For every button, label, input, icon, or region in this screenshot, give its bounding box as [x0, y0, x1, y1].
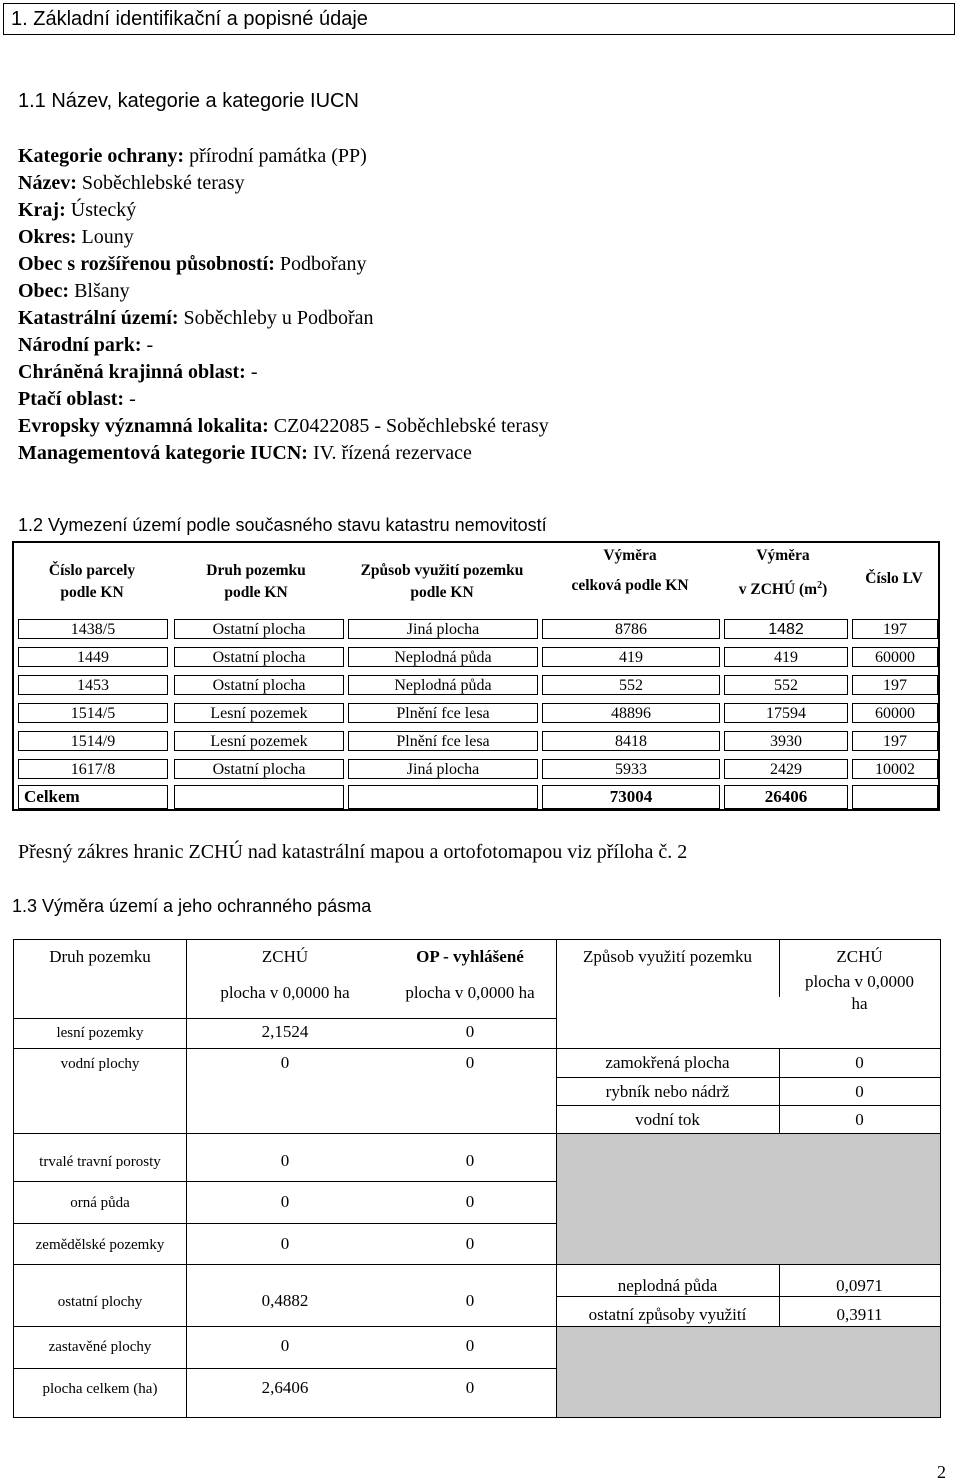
total-zchu: 26406 — [764, 787, 808, 806]
table-cell: Ostatní plocha — [174, 759, 344, 779]
table-cell: 1449 — [18, 647, 168, 667]
info-obec: Obec: Blšany — [18, 280, 130, 302]
table-cell: Ostatní plocha — [174, 619, 344, 639]
info-chko: Chráněná krajinná oblast: - — [18, 361, 258, 383]
info-iucn: Managementová kategorie IUCN: IV. řízená rezervace — [18, 442, 472, 464]
info-kategorie: Kategorie ochrany: přírodní památka (PP) — [18, 145, 367, 167]
table-cell: 8786 — [542, 619, 720, 639]
info-katastralni-uzemi: Katastrální území: Soběchleby u Podbořan — [18, 307, 374, 329]
table-cell: Neplodná půda — [348, 647, 538, 667]
row-zchu: 0 — [280, 1336, 290, 1355]
table-cell: 1514/9 — [18, 731, 168, 751]
row-zchu: 2,6406 — [261, 1378, 309, 1397]
row-zpusob-val: 0 — [855, 1053, 864, 1072]
row-op: 0 — [465, 1053, 475, 1072]
row-op: 0 — [465, 1234, 475, 1253]
row-op: 0 — [465, 1378, 475, 1397]
subsection-title-1-3: 1.3 Výměra území a jeho ochranného pásma — [12, 896, 372, 916]
gray-fill — [556, 1134, 940, 1264]
subsection-title-1-1: 1.1 Název, kategorie a kategorie IUCN — [18, 90, 359, 112]
row-zchu: 2,1524 — [261, 1022, 309, 1041]
section-title: 1. Základní identifikační a popisné údaje — [3, 3, 955, 35]
row-zpusob: rybník nebo nádrž — [605, 1082, 730, 1101]
row-druh: orná půda — [70, 1195, 130, 1211]
page-number: 2 — [937, 1462, 946, 1482]
divider — [556, 1077, 940, 1078]
header-zpusob: Způsob využití pozemku podle KN — [360, 562, 524, 601]
divider — [940, 940, 941, 1418]
info-narodni-park: Národní park: - — [18, 334, 154, 356]
table-cell: 552 — [542, 675, 720, 695]
note-text: Přesný zákres hranic ZCHÚ nad katastrální mapou a ortofotomapou viz příloha č. 2 — [18, 841, 688, 863]
table-cell: 1453 — [18, 675, 168, 695]
header-op: OP - vyhlášené — [416, 947, 524, 966]
table-cell: 10002 — [852, 759, 938, 779]
row-druh: lesní pozemky — [56, 1025, 144, 1041]
area-table — [13, 939, 941, 1418]
header-druh-pozemku: Druh pozemku — [49, 947, 151, 966]
row-op: 0 — [465, 1022, 475, 1041]
row-zchu: 0 — [280, 1234, 290, 1253]
row-op: 0 — [465, 1291, 475, 1310]
divider — [556, 1105, 940, 1106]
table-cell: 3930 — [724, 731, 848, 751]
table-cell: 17594 — [724, 703, 848, 723]
header-zchu-right-sub: ha — [851, 994, 868, 1013]
table-cell: Neplodná půda — [348, 675, 538, 695]
row-zpusob-val: 0 — [855, 1082, 864, 1101]
table-cell: 1617/8 — [18, 759, 168, 779]
row-druh: plocha celkem (ha) — [42, 1381, 158, 1397]
cadastre-table — [12, 541, 940, 811]
row-zpusob: vodní tok — [635, 1110, 700, 1129]
row-zpusob-val: 0,0971 — [836, 1276, 883, 1295]
header-zchu-right: ZCHÚ — [836, 947, 883, 966]
row-op: 0 — [465, 1151, 475, 1170]
header-zchu: ZCHÚ — [261, 947, 309, 966]
row-zpusob-val: 0,3911 — [836, 1305, 883, 1324]
table-cell: 197 — [852, 731, 938, 751]
table-cell: 60000 — [852, 647, 938, 667]
header-vymera: Výměra celková podle KN — [571, 547, 689, 594]
divider — [14, 1368, 556, 1369]
row-zchu: 0,4882 — [261, 1291, 309, 1310]
row-druh: trvalé travní porosty — [39, 1154, 161, 1170]
header-op-sub: plocha v 0,0000 ha — [405, 983, 535, 1002]
divider — [14, 1018, 556, 1019]
divider — [14, 1326, 940, 1327]
row-druh: zastavěné plochy — [48, 1339, 152, 1355]
total-vymera: 73004 — [609, 787, 653, 806]
row-druh: vodní plochy — [60, 1056, 140, 1072]
table-cell: 48896 — [542, 703, 720, 723]
row-zpusob-val: 0 — [855, 1110, 864, 1129]
table-cell: 197 — [852, 675, 938, 695]
divider — [14, 1181, 556, 1182]
row-zpusob: neplodná půda — [617, 1276, 718, 1295]
row-zchu: 0 — [280, 1151, 290, 1170]
row-zchu: 0 — [280, 1192, 290, 1211]
divider — [14, 1264, 940, 1265]
divider — [14, 1133, 940, 1134]
header-vymera-zchu: Výměra v ZCHÚ $(m^2)$ — [738, 547, 828, 599]
row-druh: ostatní plochy — [57, 1294, 143, 1310]
table-cell: Plnění fce lesa — [348, 703, 538, 723]
table-cell: 5933 — [542, 759, 720, 779]
table-cell: 1438/5 — [18, 619, 168, 639]
divider — [14, 1223, 556, 1224]
table-cell: Plnění fce lesa — [348, 731, 538, 751]
table-cell: 552 — [724, 675, 848, 695]
header-lv: Číslo LV — [865, 570, 923, 587]
table-cell: 2429 — [724, 759, 848, 779]
table-cell: 8418 — [542, 731, 720, 751]
row-druh: zemědělské pozemky — [35, 1237, 165, 1253]
table-cell: Ostatní plocha — [174, 675, 344, 695]
table-cell: 1482 — [724, 619, 848, 639]
info-nazev: Název: Soběchlebské terasy — [18, 172, 245, 194]
table-cell: 1514/5 — [18, 703, 168, 723]
table-cell: 419 — [724, 647, 848, 667]
divider — [14, 1048, 940, 1049]
gray-fill — [556, 1326, 940, 1417]
empty-cell — [852, 785, 938, 809]
table-cell: 419 — [542, 647, 720, 667]
row-zchu: 0 — [280, 1053, 290, 1072]
header-parcel: Číslo parcely podle KN — [48, 562, 136, 601]
total-label: Celkem — [24, 787, 80, 806]
empty-cell — [348, 785, 538, 809]
table-cell: 197 — [852, 619, 938, 639]
table-cell: Ostatní plocha — [174, 647, 344, 667]
row-zpusob: zamokřená plocha — [605, 1053, 730, 1072]
info-okres: Okres: Louny — [18, 226, 134, 248]
header-zchu-sub: plocha v 0,0000 ha — [220, 983, 350, 1002]
row-op: 0 — [465, 1192, 475, 1211]
info-ptaci-oblast: Ptačí oblast: - — [18, 388, 136, 410]
row-zpusob: ostatní způsoby využití — [588, 1305, 747, 1324]
row-op: 0 — [465, 1336, 475, 1355]
header-druh: Druh pozemku podle KN — [206, 562, 306, 601]
empty-cell — [174, 785, 344, 809]
divider — [556, 940, 557, 1418]
table-cell: Jiná plocha — [348, 759, 538, 779]
info-evl: Evropsky významná lokalita: CZ0422085 - Soběchlebské terasy — [18, 415, 549, 437]
table-cell: 60000 — [852, 703, 938, 723]
table-cell: Jiná plocha — [348, 619, 538, 639]
info-kraj: Kraj: Ústecký — [18, 199, 137, 221]
info-orp: Obec s rozšířenou působností: Podbořany — [18, 253, 367, 275]
header-zchu-right-sub: plocha v 0,0000 — [804, 972, 915, 991]
table-cell: Lesní pozemek — [174, 731, 344, 751]
table-cell: Lesní pozemek — [174, 703, 344, 723]
header-zpusob: Způsob využití pozemku — [582, 947, 753, 966]
subsection-title-1-2: 1.2 Vymezení území podle současného stavu katastru nemovitostí — [18, 515, 547, 535]
